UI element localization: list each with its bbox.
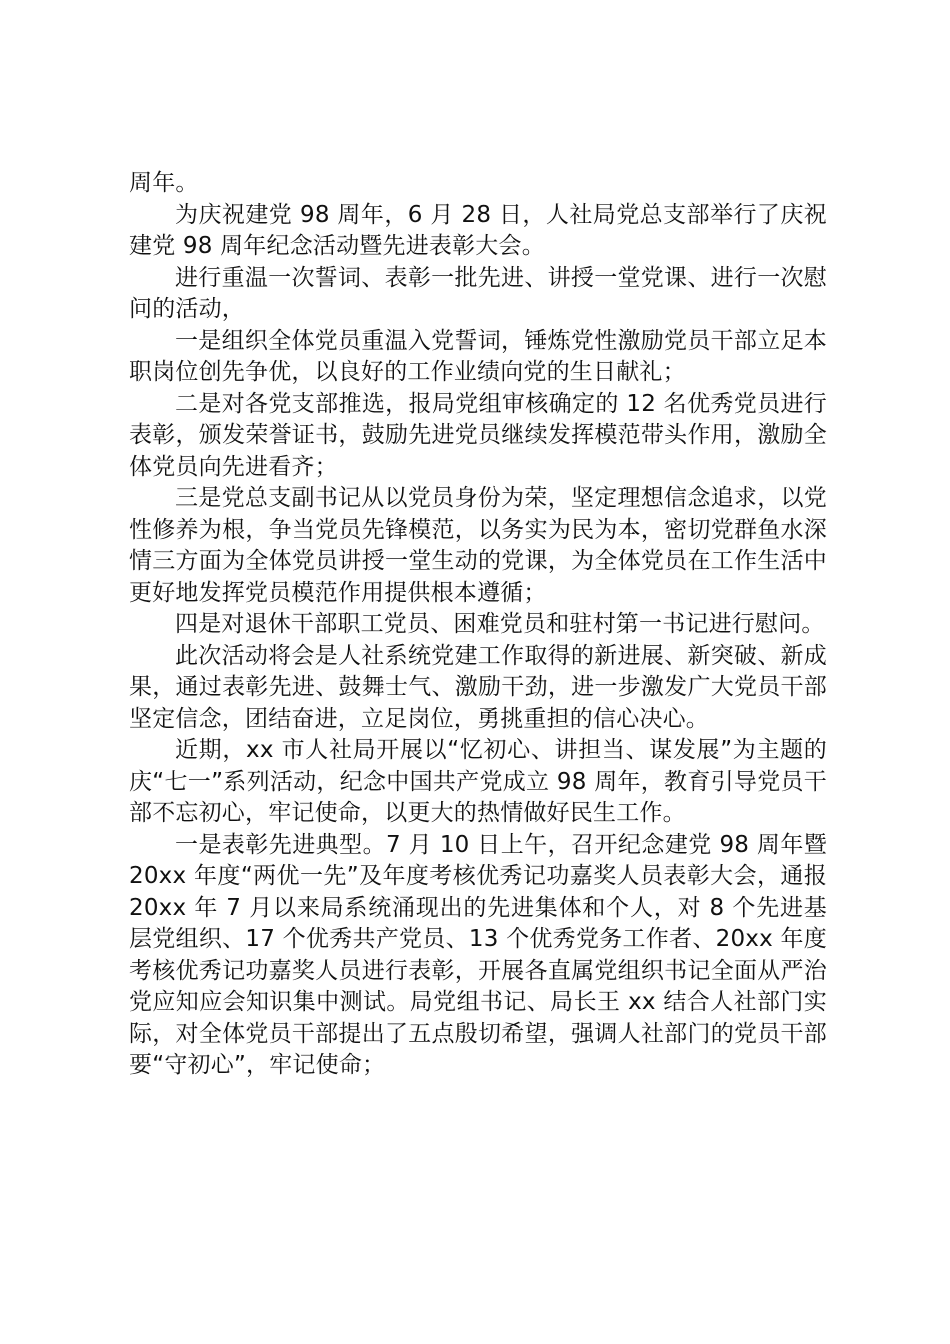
paragraph-activity-significance: 此次活动将会是人社系统党建工作取得的新进展、新突破、新成果，通过表彰先进、鼓舞士气、激励干劲，进一步激发广大党员干部坚定信念，团结奋进，立足岗位，勇挑重担的信心决心。 xyxy=(129,642,827,732)
paragraph-item-oath: 一是组织全体党员重温入党誓词，锤炼党性激励党员干部立足本职岗位创先争优，以良好的工作业绩向党的生日献礼； xyxy=(129,327,827,385)
paragraph-item-visit: 四是对退休干部职工党员、困难党员和驻村第一书记进行慰问。 xyxy=(175,611,825,637)
paragraph-item-party-lesson: 三是党总支副书记从以党员身份为荣，坚定理想信念追求，以党性修养为根，争当党员先锋模范，以务实为民为本，密切党群鱼水深情三方面为全体党员讲授一堂生动的党课，为全体党员在工作生活中更好地发挥党员模范作用提供根本遵循； xyxy=(129,485,827,606)
paragraph-item-commendation: 二是对各党支部推选，报局党组审核确定的 12 名优秀党员进行表彰，颁发荣誉证书，鼓励先进党员继续发挥模范带头作用，激励全体党员向先进看齐； xyxy=(129,390,827,480)
paragraph-commend-models: 一是表彰先进典型。7 月 10 日上午，召开纪念建党 98 周年暨 20xx 年度“两优一先”及年度考核优秀记功嘉奖人员表彰大会，通报 20xx 年 7 月以来局系统涌现出的先进集体和个人，对 8 个先进基层党组织、17 个优秀共产党员、13 个优秀党务工作者、20xx 年度考核优秀记功嘉奖人员进行表彰，开展各直属党组织书记全面从严治党应知应会知识集中测试。局党组书记、局长王 xx 结合人社部门实际，对全体党员干部提出了五点殷切希望，强调人社部门的党员干部要“守初心”，牢记使命； xyxy=(129,831,827,1078)
paragraph-continuation: 周年。 xyxy=(129,170,199,196)
paragraph-activity-overview: 进行重温一次誓词、表彰一批先进、讲授一堂党课、进行一次慰问的活动， xyxy=(129,264,827,322)
document-body xyxy=(129,168,827,1082)
paragraph-celebration-event: 为庆祝建党 98 周年，6 月 28 日，人社局党总支部举行了庆祝建党 98 周年纪念活动暨先进表彰大会。 xyxy=(129,201,827,259)
paragraph-recent-activities: 近期，xx 市人社局开展以“忆初心、讲担当、谋发展”为主题的庆“七一”系列活动，纪念中国共产党成立 98 周年，教育引导党员干部不忘初心，牢记使命，以更大的热情做好民生工作。 xyxy=(129,737,827,826)
